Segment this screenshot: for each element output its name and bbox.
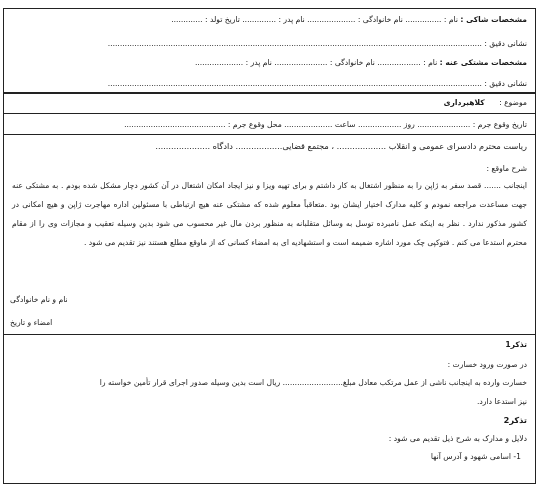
- defendant-heading: مشخصات مشتکی عنه :: [439, 58, 527, 67]
- notes-section: [3, 334, 536, 484]
- note1-line3: نیز استدعا دارد.: [477, 397, 527, 406]
- description-label: شرح ماوقع :: [486, 164, 527, 173]
- subject-value: کلاهبرداری: [443, 98, 485, 107]
- note2-title: تذکر2: [503, 415, 527, 425]
- note1-title: تذکر1: [505, 340, 527, 349]
- complainant-details: نام : ............... نام خانوادگی : .................... نام پدر : .............. تاریخ تولد : .............: [171, 15, 458, 24]
- main-section: [3, 134, 536, 335]
- note2-line1: دلایل و مدارک به شرح ذیل تقدیم می شود :: [388, 434, 527, 443]
- defendant-details: نام : .................. نام خانوادگی : ...................... نام پدر : ....................: [194, 58, 438, 67]
- complainant-heading: مشخصات شاکی :: [460, 15, 527, 24]
- parties-section: [3, 8, 536, 94]
- subject-label: موضوع :: [499, 98, 527, 107]
- defendant-address: نشانی دقیق : ...........................................................................................................................................................: [107, 79, 527, 88]
- subject-section: [3, 92, 536, 114]
- crime-info: تاریخ وقوع جرم : ...................... روز .................. ساعت .................... محل وقوع جرم : ..........................................: [124, 120, 527, 129]
- crime-info-section: [3, 113, 536, 135]
- complainant-row: [12, 15, 527, 24]
- signature-sign-label: امضاء و تاریخ: [10, 318, 53, 327]
- note1-line2: خسارت وارده به اینجانب ناشی از عمل مرتکب معادل مبلغ......................... ریال است بدین وسیله صدور اجرای قرار تأمین خواسته را: [99, 378, 527, 387]
- note2-item1: 1- اسامی شهود و آدرس آنها: [430, 452, 521, 461]
- signature-name-label: نام و نام خانوادگی: [10, 295, 68, 304]
- description-body: اینجانب ....... قصد سفر به ژاپن را به منظور اشتغال به کار داشتم و برای تهیه ویزا و نیز ایجاد امکان اشتغال در آن کشور دچار مشکل شده بودم . به مشتکی عنه جهت مساعدت مراجعه نمودم و کلیه مدارک اختیار ایشان بود .متعاقباً معلوم شده که مشتکی عنه هیچ ارتباطی با مسئولین اداره مهاجرت ژاپن و هیچ امکانی در کشور مذکور ندارد . نظر به اینکه عمل نامبرده توسل به وسائل متقلبانه به منظور بردن مال غیر محسوب می شود بدین وسیله تعقیب و مجازات وی را از مقام محترم استدعا می کنم . فتوکپی چک مورد اشاره ضمیمه است و استشهادیه ای به امضاء کسانی که از ماوقع مطلع هستند نیز تقدیم می شود .: [12, 181, 527, 247]
- complainant-address: نشانی دقیق : ...........................................................................................................................................................: [107, 39, 527, 48]
- defendant-row: [12, 58, 527, 67]
- note1-line1: در صورت ورود خسارت :: [447, 360, 527, 369]
- addressee: ریاست محترم دادسرای عمومی و انقلاب ................... ، مجتمع قضایی.................. دادگاه .....................: [155, 141, 527, 151]
